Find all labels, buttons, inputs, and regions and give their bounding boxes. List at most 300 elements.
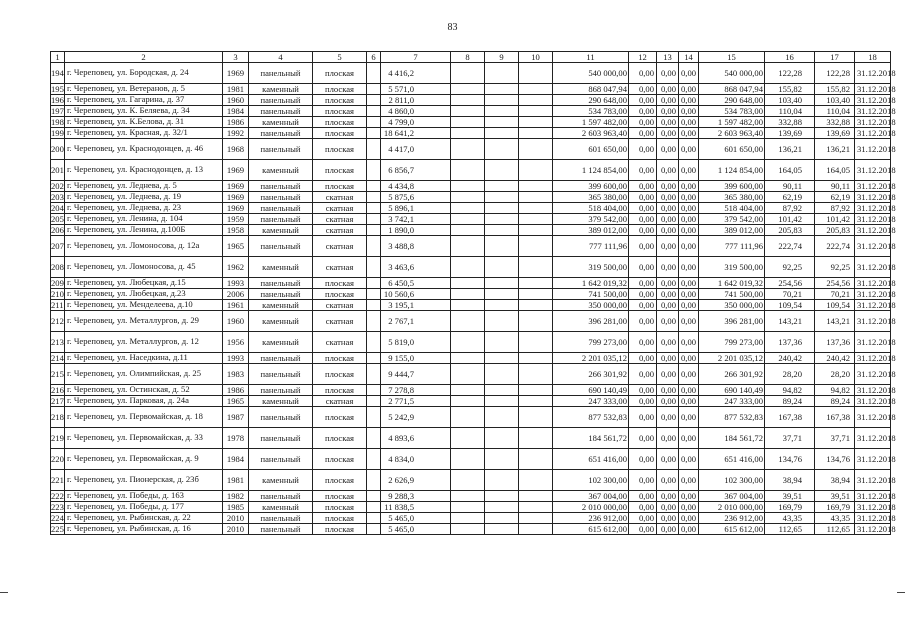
address-cell: г. Череповец, ул. Ленина, д.100Б — [65, 225, 223, 236]
table-row — [51, 396, 891, 407]
roof-type-cell: плоская — [313, 278, 367, 289]
cell-12: 0,00 — [629, 396, 657, 407]
unit-cost-cell: 70,21 — [765, 289, 815, 300]
table-row — [51, 214, 891, 225]
unit-cost-cell: 28,20 — [765, 364, 815, 385]
cell-13: 0,00 — [657, 385, 679, 396]
cell-8 — [451, 181, 485, 192]
year-cell: 1965 — [223, 396, 249, 407]
cost-cell: 690 140,49 — [553, 385, 629, 396]
cell-13: 0,00 — [657, 428, 679, 449]
unit-cost-cell: 109,54 — [765, 300, 815, 311]
area-cell: 4 893,6 — [381, 428, 451, 449]
row-number: 209 — [51, 277, 64, 288]
year-cell: 1969 — [223, 160, 249, 181]
cell-13: 0,00 — [657, 491, 679, 502]
cell-9 — [485, 311, 519, 332]
column-header-11: 11 — [553, 52, 629, 63]
unit-cost-cell: 139,69 — [765, 128, 815, 139]
table-row — [51, 502, 891, 513]
unit-cost-cell: 155,82 — [765, 84, 815, 95]
date-cell: 31.12.2018 — [855, 311, 891, 332]
row-number: 215 — [51, 364, 65, 385]
roof-type-cell: плоская — [313, 502, 367, 513]
unit-limit-cell: 38,94 — [815, 470, 855, 491]
year-cell: 1978 — [223, 428, 249, 449]
roof-type-cell: плоская — [313, 106, 367, 117]
row-number: 200 — [51, 139, 65, 160]
cell-12: 0,00 — [629, 311, 657, 332]
table-row — [51, 491, 891, 502]
address-cell: г. Череповец, ул. Леднева, д. 23 — [65, 203, 223, 214]
cell-10 — [519, 225, 553, 236]
address-cell: г. Череповец, ул. Менделеева, д.10 — [65, 300, 223, 311]
cell-12: 0,00 — [629, 353, 657, 364]
cell-14: 0,00 — [679, 407, 699, 428]
cell-10 — [519, 203, 553, 214]
row-number: 199 — [51, 127, 64, 138]
cell-14: 0,00 — [679, 236, 699, 257]
empty-cell-6 — [367, 214, 381, 225]
address-cell: г. Череповец, ул. Ленина, д. 104 — [65, 214, 223, 225]
cell-12: 0,00 — [629, 257, 657, 278]
roof-type-cell: плоская — [313, 353, 367, 364]
year-cell: 1956 — [223, 332, 249, 353]
unit-limit-cell: 109,54 — [815, 300, 855, 311]
cell-14: 0,00 — [679, 128, 699, 139]
year-cell: 1984 — [223, 106, 249, 117]
cell-14: 0,00 — [679, 396, 699, 407]
cell-12: 0,00 — [629, 289, 657, 300]
unit-cost-cell: 37,71 — [765, 428, 815, 449]
cell-12: 0,00 — [629, 449, 657, 470]
unit-cost-cell: 112,65 — [765, 524, 815, 535]
cell-8 — [451, 470, 485, 491]
address-cell: г. Череповец, ул. Леднева, д. 19 — [65, 192, 223, 203]
cell-14: 0,00 — [679, 139, 699, 160]
roof-type-cell: плоская — [313, 449, 367, 470]
empty-cell-6 — [367, 428, 381, 449]
cell-10 — [519, 449, 553, 470]
cell-8 — [451, 353, 485, 364]
address-cell: г. Череповец, ул. Парковая, д. 24а — [65, 396, 223, 407]
cell-8 — [451, 300, 485, 311]
address-cell: г. Череповец, ул. Леднева, д. 5 — [65, 181, 223, 192]
cost-cell: 651 416,00 — [553, 449, 629, 470]
total-cost-cell: 365 380,00 — [699, 192, 765, 203]
cell-9 — [485, 364, 519, 385]
table-row — [51, 95, 891, 106]
cell-12: 0,00 — [629, 95, 657, 106]
cell-10 — [519, 63, 553, 84]
area-cell: 4 416,2 — [381, 63, 451, 84]
empty-cell-6 — [367, 257, 381, 278]
area-cell: 4 799,0 — [381, 117, 451, 128]
wall-material-cell: панельный — [249, 428, 313, 449]
area-cell: 9 288,3 — [381, 491, 451, 502]
date-cell: 31.12.2018 — [855, 128, 891, 139]
table-row — [51, 353, 891, 364]
table-row — [51, 278, 891, 289]
cell-13: 0,00 — [657, 139, 679, 160]
empty-cell-6 — [367, 470, 381, 491]
cell-9 — [485, 95, 519, 106]
table-row — [51, 364, 891, 385]
cost-cell: 389 012,00 — [553, 225, 629, 236]
table-row — [51, 139, 891, 160]
cell-9 — [485, 513, 519, 524]
cell-13: 0,00 — [657, 181, 679, 192]
cell-12: 0,00 — [629, 236, 657, 257]
cost-cell: 266 301,92 — [553, 364, 629, 385]
roof-type-cell: скатная — [313, 225, 367, 236]
wall-material-cell: панельный — [249, 128, 313, 139]
year-cell: 1960 — [223, 95, 249, 106]
unit-limit-cell: 167,38 — [815, 407, 855, 428]
empty-cell-6 — [367, 289, 381, 300]
roof-type-cell: плоская — [313, 428, 367, 449]
empty-cell-6 — [367, 160, 381, 181]
row-number: 222 — [51, 490, 64, 501]
empty-cell-6 — [367, 95, 381, 106]
cell-8 — [451, 117, 485, 128]
cell-13: 0,00 — [657, 364, 679, 385]
cell-9 — [485, 428, 519, 449]
area-cell: 9 155,0 — [381, 353, 451, 364]
cell-10 — [519, 407, 553, 428]
roof-type-cell: скатная — [313, 311, 367, 332]
wall-material-cell: каменный — [249, 332, 313, 353]
column-header-12: 12 — [629, 52, 657, 63]
unit-limit-cell: 134,76 — [815, 449, 855, 470]
unit-limit-cell: 103,40 — [815, 95, 855, 106]
year-cell: 1969 — [223, 192, 249, 203]
cost-cell: 319 500,00 — [553, 257, 629, 278]
year-cell: 1959 — [223, 214, 249, 225]
area-cell: 6 856,7 — [381, 160, 451, 181]
total-cost-cell: 290 648,00 — [699, 95, 765, 106]
date-cell: 31.12.2018 — [855, 470, 891, 491]
cell-9 — [485, 214, 519, 225]
year-cell: 1969 — [223, 203, 249, 214]
date-cell: 31.12.2018 — [855, 257, 891, 278]
address-cell: г. Череповец, ул. Рыбинская, д. 16 — [65, 524, 223, 535]
cell-10 — [519, 332, 553, 353]
row-number: 218 — [51, 407, 65, 428]
year-cell: 1986 — [223, 385, 249, 396]
cost-cell: 877 532,83 — [553, 407, 629, 428]
total-cost-cell: 2 603 963,40 — [699, 128, 765, 139]
cell-10 — [519, 214, 553, 225]
area-cell: 4 834,0 — [381, 449, 451, 470]
cell-10 — [519, 364, 553, 385]
cell-13: 0,00 — [657, 524, 679, 535]
unit-cost-cell: 62,19 — [765, 192, 815, 203]
cell-9 — [485, 84, 519, 95]
total-cost-cell: 1 597 482,00 — [699, 117, 765, 128]
cost-cell: 236 912,00 — [553, 513, 629, 524]
row-number: 217 — [51, 395, 64, 406]
area-cell: 9 444,7 — [381, 364, 451, 385]
empty-cell-6 — [367, 117, 381, 128]
page-number: 83 — [447, 22, 458, 33]
cell-9 — [485, 203, 519, 214]
address-cell: г. Череповец, ул. Любецкая, д.15 — [65, 278, 223, 289]
roof-type-cell: плоская — [313, 117, 367, 128]
row-number: 196 — [51, 94, 64, 105]
cell-9 — [485, 385, 519, 396]
cell-8 — [451, 106, 485, 117]
cell-8 — [451, 84, 485, 95]
empty-cell-6 — [367, 407, 381, 428]
cell-8 — [451, 385, 485, 396]
cell-9 — [485, 491, 519, 502]
wall-material-cell: панельный — [249, 236, 313, 257]
table-body — [51, 63, 896, 535]
total-cost-cell: 2 010 000,00 — [699, 502, 765, 513]
unit-limit-cell: 112,65 — [815, 524, 855, 535]
empty-cell-6 — [367, 128, 381, 139]
table-row — [51, 470, 891, 491]
table-row — [51, 117, 891, 128]
table-row — [51, 257, 891, 278]
area-cell: 18 641,2 — [381, 128, 451, 139]
roof-type-cell: скатная — [313, 332, 367, 353]
cell-10 — [519, 84, 553, 95]
cell-13: 0,00 — [657, 236, 679, 257]
column-header-16: 16 — [765, 52, 815, 63]
address-cell: г. Череповец, ул. Рыбинская, д. 22 — [65, 513, 223, 524]
table-row — [51, 106, 891, 117]
wall-material-cell: каменный — [249, 470, 313, 491]
cell-13: 0,00 — [657, 128, 679, 139]
cell-9 — [485, 139, 519, 160]
unit-limit-cell: 62,19 — [815, 192, 855, 203]
cell-12: 0,00 — [629, 332, 657, 353]
row-number: 221 — [51, 470, 65, 491]
roof-type-cell: плоская — [313, 63, 367, 84]
unit-cost-cell: 101,42 — [765, 214, 815, 225]
cell-9 — [485, 353, 519, 364]
cost-cell: 615 612,00 — [553, 524, 629, 535]
area-cell: 3 463,6 — [381, 257, 451, 278]
wall-material-cell: каменный — [249, 396, 313, 407]
address-cell: г. Череповец, ул. Бородская, д. 24 — [65, 63, 223, 84]
total-cost-cell: 319 500,00 — [699, 257, 765, 278]
total-cost-cell: 777 111,96 — [699, 236, 765, 257]
unit-limit-cell: 89,24 — [815, 396, 855, 407]
empty-cell-6 — [367, 236, 381, 257]
total-cost-cell: 534 783,00 — [699, 106, 765, 117]
wall-material-cell: панельный — [249, 181, 313, 192]
cell-13: 0,00 — [657, 396, 679, 407]
area-cell: 4 434,8 — [381, 181, 451, 192]
unit-cost-cell: 169,79 — [765, 502, 815, 513]
row-number: 204 — [51, 202, 64, 213]
unit-limit-cell: 240,42 — [815, 353, 855, 364]
cell-12: 0,00 — [629, 203, 657, 214]
cost-cell: 868 047,94 — [553, 84, 629, 95]
cell-13: 0,00 — [657, 225, 679, 236]
cell-12: 0,00 — [629, 181, 657, 192]
table-row — [51, 300, 891, 311]
unit-limit-cell: 155,82 — [815, 84, 855, 95]
cell-14: 0,00 — [679, 311, 699, 332]
cell-14: 0,00 — [679, 332, 699, 353]
date-cell: 31.12.2018 — [855, 225, 891, 236]
cell-10 — [519, 160, 553, 181]
cost-cell: 247 333,00 — [553, 396, 629, 407]
table-row — [51, 385, 891, 396]
unit-limit-cell: 169,79 — [815, 502, 855, 513]
year-cell: 1987 — [223, 407, 249, 428]
roof-type-cell: плоская — [313, 513, 367, 524]
table-row — [51, 236, 891, 257]
roof-type-cell: плоская — [313, 160, 367, 181]
unit-cost-cell: 94,82 — [765, 385, 815, 396]
unit-cost-cell: 38,94 — [765, 470, 815, 491]
area-cell: 5 571,0 — [381, 84, 451, 95]
cell-14: 0,00 — [679, 63, 699, 84]
cell-14: 0,00 — [679, 95, 699, 106]
cost-cell: 350 000,00 — [553, 300, 629, 311]
unit-limit-cell: 222,74 — [815, 236, 855, 257]
cell-13: 0,00 — [657, 84, 679, 95]
cost-cell: 365 380,00 — [553, 192, 629, 203]
unit-limit-cell: 136,21 — [815, 139, 855, 160]
cell-8 — [451, 364, 485, 385]
wall-material-cell: панельный — [249, 385, 313, 396]
roof-type-cell: плоская — [313, 84, 367, 95]
total-cost-cell: 741 500,00 — [699, 289, 765, 300]
table-row — [51, 181, 891, 192]
year-cell: 1961 — [223, 300, 249, 311]
unit-cost-cell: 222,74 — [765, 236, 815, 257]
cell-14: 0,00 — [679, 192, 699, 203]
cell-13: 0,00 — [657, 214, 679, 225]
row-number: 203 — [51, 191, 64, 202]
cell-12: 0,00 — [629, 139, 657, 160]
address-cell: г. Череповец, ул. Пионерская, д. 23б — [65, 470, 223, 491]
cell-9 — [485, 470, 519, 491]
address-cell: г. Череповец, ул. Победы, д. 163 — [65, 491, 223, 502]
table-row — [51, 289, 891, 300]
roof-type-cell: скатная — [313, 257, 367, 278]
date-cell: 31.12.2018 — [855, 192, 891, 203]
column-header-14: 14 — [679, 52, 699, 63]
date-cell: 31.12.2018 — [855, 428, 891, 449]
total-cost-cell: 868 047,94 — [699, 84, 765, 95]
cost-cell: 396 281,00 — [553, 311, 629, 332]
cell-8 — [451, 289, 485, 300]
total-cost-cell: 102 300,00 — [699, 470, 765, 491]
cell-10 — [519, 396, 553, 407]
column-header-15: 15 — [699, 52, 765, 63]
empty-cell-6 — [367, 181, 381, 192]
date-cell: 31.12.2018 — [855, 364, 891, 385]
total-cost-cell: 367 004,00 — [699, 491, 765, 502]
cell-14: 0,00 — [679, 491, 699, 502]
cell-8 — [451, 192, 485, 203]
unit-cost-cell: 43,35 — [765, 513, 815, 524]
cell-9 — [485, 449, 519, 470]
total-cost-cell: 247 333,00 — [699, 396, 765, 407]
column-header-1: 1 — [51, 52, 65, 63]
row-number: 220 — [51, 449, 65, 470]
total-cost-cell: 540 000,00 — [699, 63, 765, 84]
table-row — [51, 449, 891, 470]
cell-14: 0,00 — [679, 300, 699, 311]
roof-type-cell: плоская — [313, 139, 367, 160]
date-cell: 31.12.2018 — [855, 236, 891, 257]
column-header-2: 2 — [65, 52, 223, 63]
cell-14: 0,00 — [679, 289, 699, 300]
date-cell: 31.12.2018 — [855, 95, 891, 106]
row-number: 224 — [51, 512, 64, 523]
year-cell: 1984 — [223, 449, 249, 470]
empty-cell-6 — [367, 332, 381, 353]
date-cell: 31.12.2018 — [855, 289, 891, 300]
roof-type-cell: скатная — [313, 203, 367, 214]
roof-type-cell: скатная — [313, 192, 367, 203]
area-cell: 5 465,0 — [381, 524, 451, 535]
column-number-row — [51, 52, 891, 63]
address-cell: г. Череповец, ул. Ломоносова, д. 12а — [65, 236, 223, 257]
cell-14: 0,00 — [679, 513, 699, 524]
area-cell: 4 417,0 — [381, 139, 451, 160]
area-cell: 6 450,5 — [381, 278, 451, 289]
cost-cell: 399 600,00 — [553, 181, 629, 192]
cell-8 — [451, 407, 485, 428]
cell-8 — [451, 203, 485, 214]
cell-9 — [485, 278, 519, 289]
table-row — [51, 311, 891, 332]
cell-8 — [451, 513, 485, 524]
date-cell: 31.12.2018 — [855, 385, 891, 396]
cell-13: 0,00 — [657, 470, 679, 491]
year-cell: 1983 — [223, 364, 249, 385]
empty-cell-6 — [367, 449, 381, 470]
unit-limit-cell: 143,21 — [815, 311, 855, 332]
unit-limit-cell: 87,92 — [815, 203, 855, 214]
date-cell: 31.12.2018 — [855, 106, 891, 117]
unit-cost-cell: 39,51 — [765, 491, 815, 502]
address-cell: г. Череповец, ул. Победы, д. 177 — [65, 502, 223, 513]
area-cell: 5 896,1 — [381, 203, 451, 214]
cell-14: 0,00 — [679, 225, 699, 236]
cell-12: 0,00 — [629, 214, 657, 225]
unit-limit-cell: 254,56 — [815, 278, 855, 289]
table-row — [51, 407, 891, 428]
unit-limit-cell: 92,25 — [815, 257, 855, 278]
roof-type-cell: скатная — [313, 396, 367, 407]
total-cost-cell: 690 140,49 — [699, 385, 765, 396]
cell-12: 0,00 — [629, 502, 657, 513]
address-cell: г. Череповец, ул. Краснодонцев, д. 13 — [65, 160, 223, 181]
cost-cell: 290 648,00 — [553, 95, 629, 106]
wall-material-cell: панельный — [249, 95, 313, 106]
cell-9 — [485, 128, 519, 139]
wall-material-cell: каменный — [249, 257, 313, 278]
cell-8 — [451, 491, 485, 502]
unit-limit-cell: 110,04 — [815, 106, 855, 117]
cell-14: 0,00 — [679, 353, 699, 364]
wall-material-cell: каменный — [249, 311, 313, 332]
cell-13: 0,00 — [657, 502, 679, 513]
address-cell: г. Череповец, ул. Наседкина, д.11 — [65, 353, 223, 364]
cell-10 — [519, 470, 553, 491]
unit-limit-cell: 37,71 — [815, 428, 855, 449]
